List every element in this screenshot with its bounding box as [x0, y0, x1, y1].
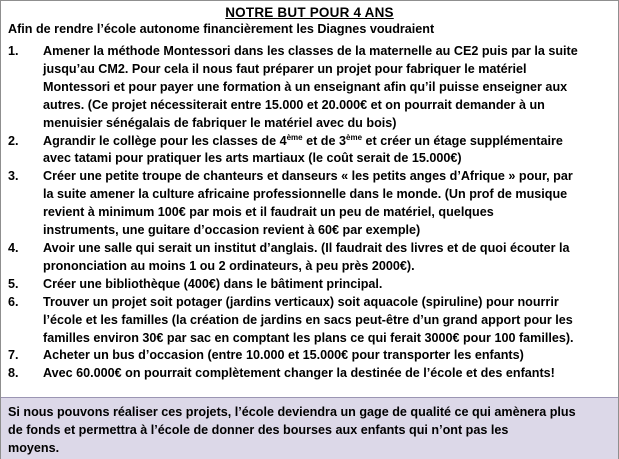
intro-text: Afin de rendre l’école autonome financièrement les Diagnes voudraient [8, 22, 435, 36]
goals-section [1, 1, 618, 396]
page-title: NOTRE BUT POUR 4 ANS [225, 5, 394, 20]
item-line: Trouver un projet soit potager (jardins verticaux) soit aquacole (spiruline) pour nourrir [43, 294, 559, 309]
superscript: ème [346, 132, 363, 142]
item-text: et de 3 [302, 133, 347, 148]
list-item [1, 133, 618, 169]
list-item [1, 168, 618, 240]
item-number: 2. [8, 133, 19, 148]
list-item [1, 240, 618, 276]
item-number: 7. [8, 348, 19, 363]
item-line: revient à minimum 100€ par mois et il faudrait un peu de matériel, quelques [43, 205, 494, 220]
item-line: Créer une petite troupe de chanteurs et danseurs « les petits anges d’Afrique » pour, par [43, 169, 573, 184]
item-line: avec tatami pour pratiquer les arts martiaux (le coût serait de 15.000€) [43, 151, 462, 166]
item-line: Avec 60.000€ on pourrait complètement changer la destinée de l’école et des enfants! [43, 366, 555, 381]
conclusion-text [8, 403, 613, 457]
item-number: 1. [8, 44, 19, 58]
conclusion-line: de fonds et permettra à l’école de donner des bourses aux enfants qui n’ont pas les [8, 423, 509, 437]
item-line: instruments, une guitare d’occasion revient à 60€ par exemple) [43, 223, 421, 238]
item-line: Montessori et pour payer une formation à un enseignant afin qu’il puisse enseigner aux [43, 79, 568, 94]
item-number: 8. [8, 366, 19, 381]
item-line: prononciation au moins 1 ou 2 ordinateurs, à peu près 2000€). [43, 258, 415, 273]
item-line: Amener la méthode Montessori dans les classes de la maternelle au CE2 puis par la suite [43, 44, 578, 58]
list-item [1, 347, 618, 365]
item-text: Agrandir le collège pour les classes de 4 [43, 133, 287, 148]
goals-list [1, 43, 618, 383]
item-line: Acheter un bus d’occasion (entre 10.000 et 15.000€ pour transporter les enfants) [43, 348, 524, 363]
item-number: 6. [8, 294, 19, 309]
conclusion-box [1, 397, 618, 459]
item-number: 5. [8, 276, 19, 291]
item-line: l’école et les familles (la création de jardins en sacs peut-être d’un grand apport pour les [43, 312, 573, 327]
item-line: jusqu’au CM2. Pour cela il nous faut préparer un projet pour fabriquer le matériel [43, 61, 527, 76]
superscript: ème [286, 132, 303, 142]
item-line: Créer une bibliothèque (400€) dans le bâtiment principal. [43, 276, 383, 291]
list-item [1, 365, 618, 383]
item-line: la suite amener la culture africaine professionnelle dans le monde. (Un prof de musique [43, 187, 568, 202]
list-item [1, 294, 618, 348]
item-text: et créer un étage supplémentaire [362, 133, 563, 148]
item-line: menuisier sénégalais de fabriquer le matériel avec du bois) [43, 115, 397, 130]
item-number: 3. [8, 169, 19, 184]
item-line: autres. (Ce projet nécessiterait entre 15.000 et 20.000€ et on pourrait demander à un [43, 97, 545, 112]
item-line: familles environ 30€ par sac en comptant les plans ce qui ferait 3000€ pour 100 familles). [43, 330, 574, 345]
item-number: 4. [8, 240, 19, 255]
conclusion-line: Si nous pouvons réaliser ces projets, l’école deviendra un gage de qualité ce qui amènera plus [8, 405, 576, 419]
conclusion-line: moyens. [8, 441, 60, 455]
list-item [1, 43, 618, 133]
item-line [43, 133, 610, 151]
item-line: Avoir une salle qui serait un institut d’anglais. (Il faudrait des livres et de quoi écouter la [43, 240, 570, 255]
list-item [1, 276, 618, 294]
